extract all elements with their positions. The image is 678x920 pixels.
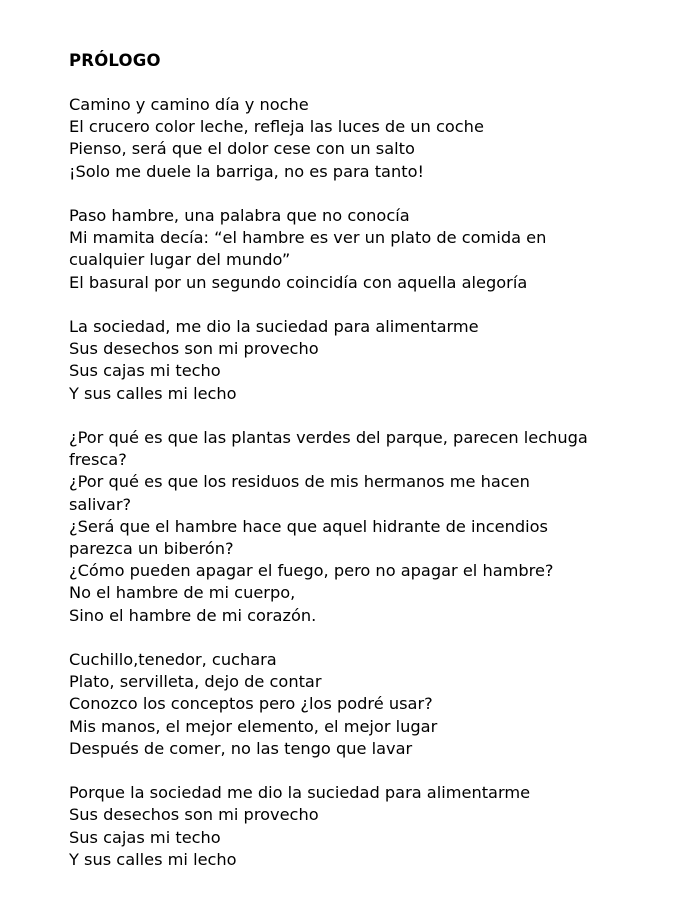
poem-line: Sino el hambre de mi corazón. [69, 605, 317, 625]
poem-line: fresca? [69, 450, 127, 470]
stanza-5 [69, 649, 669, 760]
poem-line: El basural por un segundo coincidía con aquella alegoría [69, 272, 528, 292]
title-spacer [69, 72, 669, 94]
stanza-3 [69, 316, 669, 405]
poem-line: Después de comer, no las tengo que lavar [69, 738, 413, 758]
stanza-1 [69, 94, 669, 183]
poem-line: Mis manos, el mejor elemento, el mejor lugar [69, 716, 438, 736]
stanza-4 [69, 427, 669, 627]
stanza-spacer [69, 294, 669, 316]
document-page [69, 50, 669, 871]
poem-line: ¿Será que el hambre hace que aquel hidrante de incendios [69, 516, 548, 536]
stanza-spacer [69, 760, 669, 782]
poem-line: Camino y camino día y noche [69, 95, 309, 114]
poem-line: Sus desechos son mi provecho [69, 805, 319, 825]
poem-body [69, 94, 669, 871]
poem-line: ¡Solo me duele la barriga, no es para tanto! [69, 161, 424, 181]
stanza-spacer [69, 183, 669, 205]
poem-line: Conozco los conceptos pero ¿los podré usar? [69, 694, 433, 714]
poem-line: Porque la sociedad me dio la suciedad para alimentarme [69, 783, 531, 803]
poem-line: Sus cajas mi techo [69, 827, 221, 847]
stanza-spacer [69, 627, 669, 649]
document-title: PRÓLOGO [69, 51, 161, 70]
poem-line: Paso hambre, una palabra que no conocía [69, 206, 410, 225]
poem-line: Y sus calles mi lecho [69, 849, 237, 869]
poem-line: Sus cajas mi techo [69, 361, 221, 381]
poem-line: parezca un biberón? [69, 539, 234, 559]
poem-line: Sus desechos son mi provecho [69, 339, 319, 359]
stanza-spacer [69, 405, 669, 427]
stanza-6 [69, 782, 669, 871]
poem-line: El crucero color leche, refleja las luces de un coche [69, 117, 484, 137]
poem-line: Plato, servilleta, dejo de contar [69, 672, 322, 692]
poem-line: cualquier lugar del mundo” [69, 250, 291, 270]
poem-line: Pienso, será que el dolor cese con un salto [69, 139, 415, 159]
poem-line: ¿Por qué es que los residuos de mis hermanos me hacen [69, 472, 530, 492]
stanza-2 [69, 205, 669, 294]
poem-line: salivar? [69, 494, 132, 514]
poem-line: ¿Por qué es que las plantas verdes del parque, parecen lechuga [69, 428, 588, 447]
poem-line: ¿Cómo pueden apagar el fuego, pero no apagar el hambre? [69, 561, 554, 581]
poem-line: Y sus calles mi lecho [69, 383, 237, 403]
poem-line: Mi mamita decía: “el hambre es ver un plato de comida en [69, 228, 547, 248]
poem-line: La sociedad, me dio la suciedad para alimentarme [69, 317, 479, 336]
poem-line: Cuchillo,tenedor, cuchara [69, 650, 277, 670]
poem-line: No el hambre de mi cuerpo, [69, 583, 296, 603]
